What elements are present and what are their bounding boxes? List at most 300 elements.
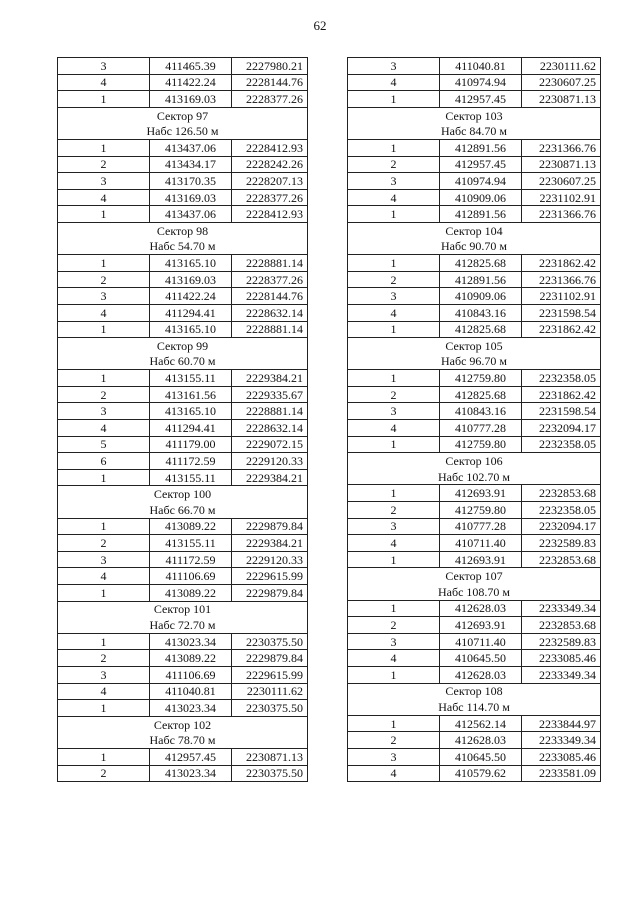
table-row	[58, 535, 308, 552]
sector-elevation-row	[348, 354, 601, 370]
y-coordinate: 2232358.05	[522, 436, 601, 453]
point-number: 4	[58, 683, 150, 700]
x-coordinate: 413169.03	[150, 271, 232, 288]
point-number: 1	[348, 206, 440, 223]
table-row	[348, 288, 601, 305]
point-number: 2	[348, 156, 440, 173]
y-coordinate: 2233349.34	[522, 666, 601, 683]
point-number: 1	[348, 436, 440, 453]
x-coordinate: 411040.81	[440, 58, 522, 75]
x-coordinate: 413155.11	[150, 535, 232, 552]
point-number: 4	[348, 650, 440, 667]
sector-title	[348, 107, 601, 123]
point-number: 1	[348, 370, 440, 387]
x-coordinate: 413023.34	[150, 633, 232, 650]
elevation-value: 60.70	[177, 354, 205, 369]
x-coordinate: 412562.14	[440, 715, 522, 732]
y-coordinate: 2229384.21	[232, 469, 308, 486]
x-coordinate: 412891.56	[440, 271, 522, 288]
x-coordinate: 413437.06	[150, 139, 232, 156]
elevation-value: 96.70	[469, 354, 497, 369]
sector-header-row	[58, 716, 308, 732]
x-coordinate: 412759.80	[440, 436, 522, 453]
point-number: 4	[348, 304, 440, 321]
x-coordinate: 412957.45	[440, 156, 522, 173]
x-coordinate: 413165.10	[150, 255, 232, 272]
sector-number: 97	[196, 108, 209, 123]
point-number: 2	[348, 617, 440, 634]
elevation-prefix: Набс	[440, 239, 467, 254]
table-row	[348, 518, 601, 535]
point-number: 1	[58, 139, 150, 156]
sector-title	[58, 338, 308, 354]
point-number: 1	[348, 321, 440, 338]
elevation-value: 54.70	[177, 239, 205, 254]
sector-elevation	[348, 584, 601, 600]
y-coordinate: 2228377.26	[232, 189, 308, 206]
x-coordinate: 412891.56	[440, 139, 522, 156]
x-coordinate: 413089.22	[150, 650, 232, 667]
y-coordinate: 2228412.93	[232, 206, 308, 223]
elevation-prefix: Набс	[438, 699, 464, 714]
point-number: 2	[58, 535, 150, 552]
x-coordinate: 412957.45	[150, 748, 232, 765]
x-coordinate: 411179.00	[150, 436, 232, 453]
y-coordinate: 2233581.09	[522, 765, 601, 782]
x-coordinate: 412628.03	[440, 666, 522, 683]
point-number: 2	[58, 386, 150, 403]
point-number: 1	[58, 585, 150, 602]
table-row	[348, 206, 601, 223]
x-coordinate: 413165.10	[150, 403, 232, 420]
y-coordinate: 2230111.62	[522, 58, 601, 75]
elevation-prefix: Набс	[149, 617, 175, 632]
y-coordinate: 2230871.13	[522, 156, 601, 173]
sector-label: Сектор	[153, 602, 191, 617]
x-coordinate: 410645.50	[440, 748, 522, 765]
y-coordinate: 2228632.14	[232, 420, 308, 437]
elevation-value: 84.70	[469, 124, 497, 139]
y-coordinate: 2228144.76	[232, 74, 308, 91]
elevation-prefix: Набс	[440, 354, 467, 369]
table-row	[348, 600, 601, 617]
x-coordinate: 411106.69	[150, 666, 232, 683]
table-row	[58, 288, 308, 305]
table-row	[58, 139, 308, 156]
point-number: 3	[58, 58, 150, 75]
table-row	[58, 518, 308, 535]
sector-elevation	[58, 617, 308, 633]
x-coordinate: 410909.06	[440, 189, 522, 206]
y-coordinate: 2230607.25	[522, 74, 601, 91]
sector-header-row	[348, 107, 601, 123]
table-row	[348, 650, 601, 667]
y-coordinate: 2232094.17	[522, 518, 601, 535]
x-coordinate: 413169.03	[150, 189, 232, 206]
elevation-unit: м	[210, 124, 219, 139]
table-row	[58, 74, 308, 91]
table-row	[348, 715, 601, 732]
sector-elevation-row	[348, 239, 601, 255]
point-number: 3	[58, 551, 150, 568]
elevation-value: 102.70	[466, 469, 500, 484]
table-row	[348, 189, 601, 206]
table-row	[348, 370, 601, 387]
y-coordinate: 2228632.14	[232, 304, 308, 321]
x-coordinate: 413170.35	[150, 173, 232, 190]
point-number: 2	[348, 502, 440, 519]
elevation-prefix: Набс	[149, 354, 175, 369]
table-row	[348, 304, 601, 321]
table-row	[348, 633, 601, 650]
y-coordinate: 2232853.68	[522, 485, 601, 502]
elevation-prefix: Набс	[149, 239, 175, 254]
y-coordinate: 2230375.50	[232, 765, 308, 782]
sector-header-row	[348, 568, 601, 584]
sector-title	[58, 716, 308, 732]
y-coordinate: 2228242.26	[232, 156, 308, 173]
x-coordinate: 411422.24	[150, 288, 232, 305]
x-coordinate: 412693.91	[440, 617, 522, 634]
sector-elevation-row	[58, 123, 308, 139]
point-number: 3	[348, 403, 440, 420]
point-number: 3	[58, 173, 150, 190]
point-number: 1	[58, 91, 150, 108]
sector-header-row	[58, 107, 308, 123]
y-coordinate: 2232853.68	[522, 617, 601, 634]
x-coordinate: 412759.80	[440, 370, 522, 387]
table-row	[58, 469, 308, 486]
elevation-value: 126.50	[174, 124, 208, 139]
y-coordinate: 2231102.91	[522, 288, 601, 305]
point-number: 1	[58, 633, 150, 650]
y-coordinate: 2230871.13	[522, 91, 601, 108]
point-number: 2	[348, 271, 440, 288]
sector-label: Сектор	[153, 717, 191, 732]
point-number: 3	[348, 518, 440, 535]
table-row	[58, 700, 308, 717]
sector-title	[58, 486, 308, 502]
point-number: 4	[58, 74, 150, 91]
y-coordinate: 2232358.05	[522, 370, 601, 387]
point-number: 1	[58, 255, 150, 272]
elevation-unit: м	[207, 354, 216, 369]
sector-elevation-row	[58, 239, 308, 255]
sector-elevation	[58, 239, 308, 255]
table-row	[58, 271, 308, 288]
sector-header-row	[58, 222, 308, 238]
sector-title	[348, 568, 601, 584]
point-number: 4	[348, 74, 440, 91]
point-number: 3	[348, 173, 440, 190]
table-row	[58, 370, 308, 387]
sector-header-row	[348, 338, 601, 354]
y-coordinate: 2230607.25	[522, 173, 601, 190]
sector-header-row	[348, 683, 601, 699]
y-coordinate: 2229120.33	[232, 453, 308, 470]
point-number: 1	[348, 715, 440, 732]
x-coordinate: 411040.81	[150, 683, 232, 700]
x-coordinate: 413155.11	[150, 469, 232, 486]
sector-header-row	[58, 338, 308, 354]
y-coordinate: 2229384.21	[232, 535, 308, 552]
coordinates-table-left	[57, 57, 308, 782]
table-row	[58, 189, 308, 206]
point-number: 4	[58, 568, 150, 585]
point-number: 3	[348, 633, 440, 650]
sector-title	[348, 453, 601, 469]
x-coordinate: 412825.68	[440, 386, 522, 403]
x-coordinate: 412628.03	[440, 732, 522, 749]
point-number: 1	[58, 206, 150, 223]
x-coordinate: 412825.68	[440, 255, 522, 272]
y-coordinate: 2231862.42	[522, 321, 601, 338]
elevation-unit: м	[502, 469, 511, 484]
sector-elevation	[58, 354, 308, 370]
elevation-prefix: Набс	[437, 584, 464, 599]
table-row	[348, 386, 601, 403]
table-row	[348, 74, 601, 91]
sector-label: Сектор	[156, 223, 194, 238]
sector-elevation	[58, 502, 308, 518]
y-coordinate: 2228881.14	[232, 403, 308, 420]
point-number: 4	[58, 304, 150, 321]
sector-elevation-row	[58, 617, 308, 633]
table-row	[348, 173, 601, 190]
y-coordinate: 2230871.13	[232, 748, 308, 765]
x-coordinate: 412693.91	[440, 551, 522, 568]
y-coordinate: 2229879.84	[232, 518, 308, 535]
sector-elevation	[58, 732, 308, 748]
sector-elevation-row	[348, 584, 601, 600]
y-coordinate: 2231366.76	[522, 271, 601, 288]
sector-number: 99	[196, 338, 209, 353]
elevation-value: 108.70	[466, 584, 500, 599]
elevation-prefix: Набс	[149, 733, 175, 748]
sector-number: 101	[193, 602, 212, 617]
elevation-value: 66.70	[177, 502, 205, 517]
y-coordinate: 2232094.17	[522, 420, 601, 437]
x-coordinate: 411465.39	[150, 58, 232, 75]
table-row	[348, 551, 601, 568]
point-number: 4	[348, 765, 440, 782]
table-row	[348, 535, 601, 552]
sector-number: 102	[193, 717, 212, 732]
sector-header-row	[58, 486, 308, 502]
point-number: 2	[348, 386, 440, 403]
x-coordinate: 410777.28	[440, 518, 522, 535]
x-coordinate: 411172.59	[150, 551, 232, 568]
x-coordinate: 410843.16	[440, 304, 522, 321]
x-coordinate: 413434.17	[150, 156, 232, 173]
elevation-unit: м	[502, 699, 510, 714]
table-row	[58, 633, 308, 650]
x-coordinate: 411422.24	[150, 74, 232, 91]
sector-title	[58, 601, 308, 617]
x-coordinate: 410711.40	[440, 535, 522, 552]
y-coordinate: 2233844.97	[522, 715, 601, 732]
table-row	[58, 666, 308, 683]
y-coordinate: 2231862.42	[522, 386, 601, 403]
x-coordinate: 410843.16	[440, 403, 522, 420]
x-coordinate: 412891.56	[440, 206, 522, 223]
y-coordinate: 2231102.91	[522, 189, 601, 206]
table-row	[348, 321, 601, 338]
sector-number: 104	[484, 223, 503, 238]
sector-header-row	[348, 222, 601, 238]
point-number: 6	[58, 453, 150, 470]
x-coordinate: 412759.80	[440, 502, 522, 519]
elevation-unit: м	[499, 239, 508, 254]
sector-label: Сектор	[445, 684, 482, 699]
table-row	[58, 403, 308, 420]
y-coordinate: 2233349.34	[522, 600, 601, 617]
y-coordinate: 2230375.50	[232, 700, 308, 717]
sector-title	[348, 338, 601, 354]
table-row	[348, 271, 601, 288]
elevation-unit: м	[207, 733, 216, 748]
sector-elevation	[348, 699, 601, 715]
sector-number: 100	[193, 487, 212, 502]
sector-title	[348, 683, 601, 699]
point-number: 3	[348, 58, 440, 75]
x-coordinate: 411294.41	[150, 304, 232, 321]
table-row	[348, 732, 601, 749]
table-row	[58, 650, 308, 667]
y-coordinate: 2229615.99	[232, 568, 308, 585]
y-coordinate: 2229072.15	[232, 436, 308, 453]
table-row	[58, 420, 308, 437]
point-number: 3	[58, 403, 150, 420]
point-number: 4	[348, 420, 440, 437]
table-row	[58, 765, 308, 782]
elevation-unit: м	[207, 617, 216, 632]
y-coordinate: 2230375.50	[232, 633, 308, 650]
sector-elevation-row	[58, 502, 308, 518]
table-row	[58, 683, 308, 700]
table-row	[58, 91, 308, 108]
y-coordinate: 2229879.84	[232, 585, 308, 602]
point-number: 3	[58, 666, 150, 683]
table-row	[58, 436, 308, 453]
point-number: 1	[348, 139, 440, 156]
point-number: 1	[348, 91, 440, 108]
point-number: 1	[58, 700, 150, 717]
table-row	[58, 568, 308, 585]
y-coordinate: 2233085.46	[522, 748, 601, 765]
point-number: 5	[58, 436, 150, 453]
sector-elevation-row	[348, 699, 601, 715]
point-number: 2	[348, 732, 440, 749]
x-coordinate: 412628.03	[440, 600, 522, 617]
elevation-unit: м	[207, 239, 216, 254]
sector-label: Сектор	[445, 454, 482, 469]
y-coordinate: 2232358.05	[522, 502, 601, 519]
table-row	[348, 485, 601, 502]
point-number: 2	[58, 271, 150, 288]
x-coordinate: 411106.69	[150, 568, 232, 585]
sector-label: Сектор	[153, 487, 191, 502]
y-coordinate: 2228881.14	[232, 321, 308, 338]
y-coordinate: 2231366.76	[522, 206, 601, 223]
sector-number: 105	[484, 338, 503, 353]
y-coordinate: 2232589.83	[522, 633, 601, 650]
table-row	[348, 748, 601, 765]
point-number: 4	[58, 189, 150, 206]
x-coordinate: 410974.94	[440, 74, 522, 91]
point-number: 4	[348, 535, 440, 552]
y-coordinate: 2228412.93	[232, 139, 308, 156]
sector-title	[348, 222, 601, 238]
y-coordinate: 2231366.76	[522, 139, 601, 156]
y-coordinate: 2232853.68	[522, 551, 601, 568]
elevation-prefix: Набс	[437, 469, 464, 484]
elevation-value: 90.70	[469, 239, 497, 254]
table-row	[348, 436, 601, 453]
point-number: 1	[348, 485, 440, 502]
elevation-value: 114.70	[466, 699, 500, 714]
x-coordinate: 413165.10	[150, 321, 232, 338]
elevation-unit: м	[207, 502, 216, 517]
elevation-prefix: Набс	[146, 124, 172, 139]
table-row	[348, 58, 601, 75]
table-row	[58, 173, 308, 190]
sector-label: Сектор	[445, 569, 482, 584]
sector-elevation-row	[348, 469, 601, 485]
x-coordinate: 412825.68	[440, 321, 522, 338]
point-number: 2	[58, 650, 150, 667]
table-row	[58, 58, 308, 75]
x-coordinate: 413161.56	[150, 386, 232, 403]
x-coordinate: 411294.41	[150, 420, 232, 437]
point-number: 1	[58, 748, 150, 765]
x-coordinate: 413155.11	[150, 370, 232, 387]
sector-number: 108	[484, 684, 503, 699]
table-row	[58, 255, 308, 272]
sector-title	[58, 222, 308, 238]
sector-elevation	[348, 123, 601, 139]
point-number: 1	[58, 370, 150, 387]
elevation-prefix: Набс	[440, 124, 467, 139]
elevation-unit: м	[499, 124, 508, 139]
table-row	[58, 206, 308, 223]
y-coordinate: 2227980.21	[232, 58, 308, 75]
y-coordinate: 2231598.54	[522, 304, 601, 321]
sector-number: 103	[484, 108, 503, 123]
y-coordinate: 2228881.14	[232, 255, 308, 272]
x-coordinate: 411172.59	[150, 453, 232, 470]
y-coordinate: 2232589.83	[522, 535, 601, 552]
y-coordinate: 2228377.26	[232, 271, 308, 288]
x-coordinate: 410579.62	[440, 765, 522, 782]
x-coordinate: 413023.34	[150, 700, 232, 717]
y-coordinate: 2231598.54	[522, 403, 601, 420]
sector-header-row	[348, 453, 601, 469]
point-number: 1	[348, 666, 440, 683]
point-number: 1	[58, 469, 150, 486]
sector-title	[58, 107, 308, 123]
elevation-unit: м	[502, 584, 511, 599]
x-coordinate: 412693.91	[440, 485, 522, 502]
coordinates-table-right	[347, 57, 601, 782]
sector-label: Сектор	[445, 223, 482, 238]
y-coordinate: 2229615.99	[232, 666, 308, 683]
point-number: 3	[58, 288, 150, 305]
y-coordinate: 2228377.26	[232, 91, 308, 108]
point-number: 1	[348, 551, 440, 568]
point-number: 3	[348, 288, 440, 305]
y-coordinate: 2233349.34	[522, 732, 601, 749]
